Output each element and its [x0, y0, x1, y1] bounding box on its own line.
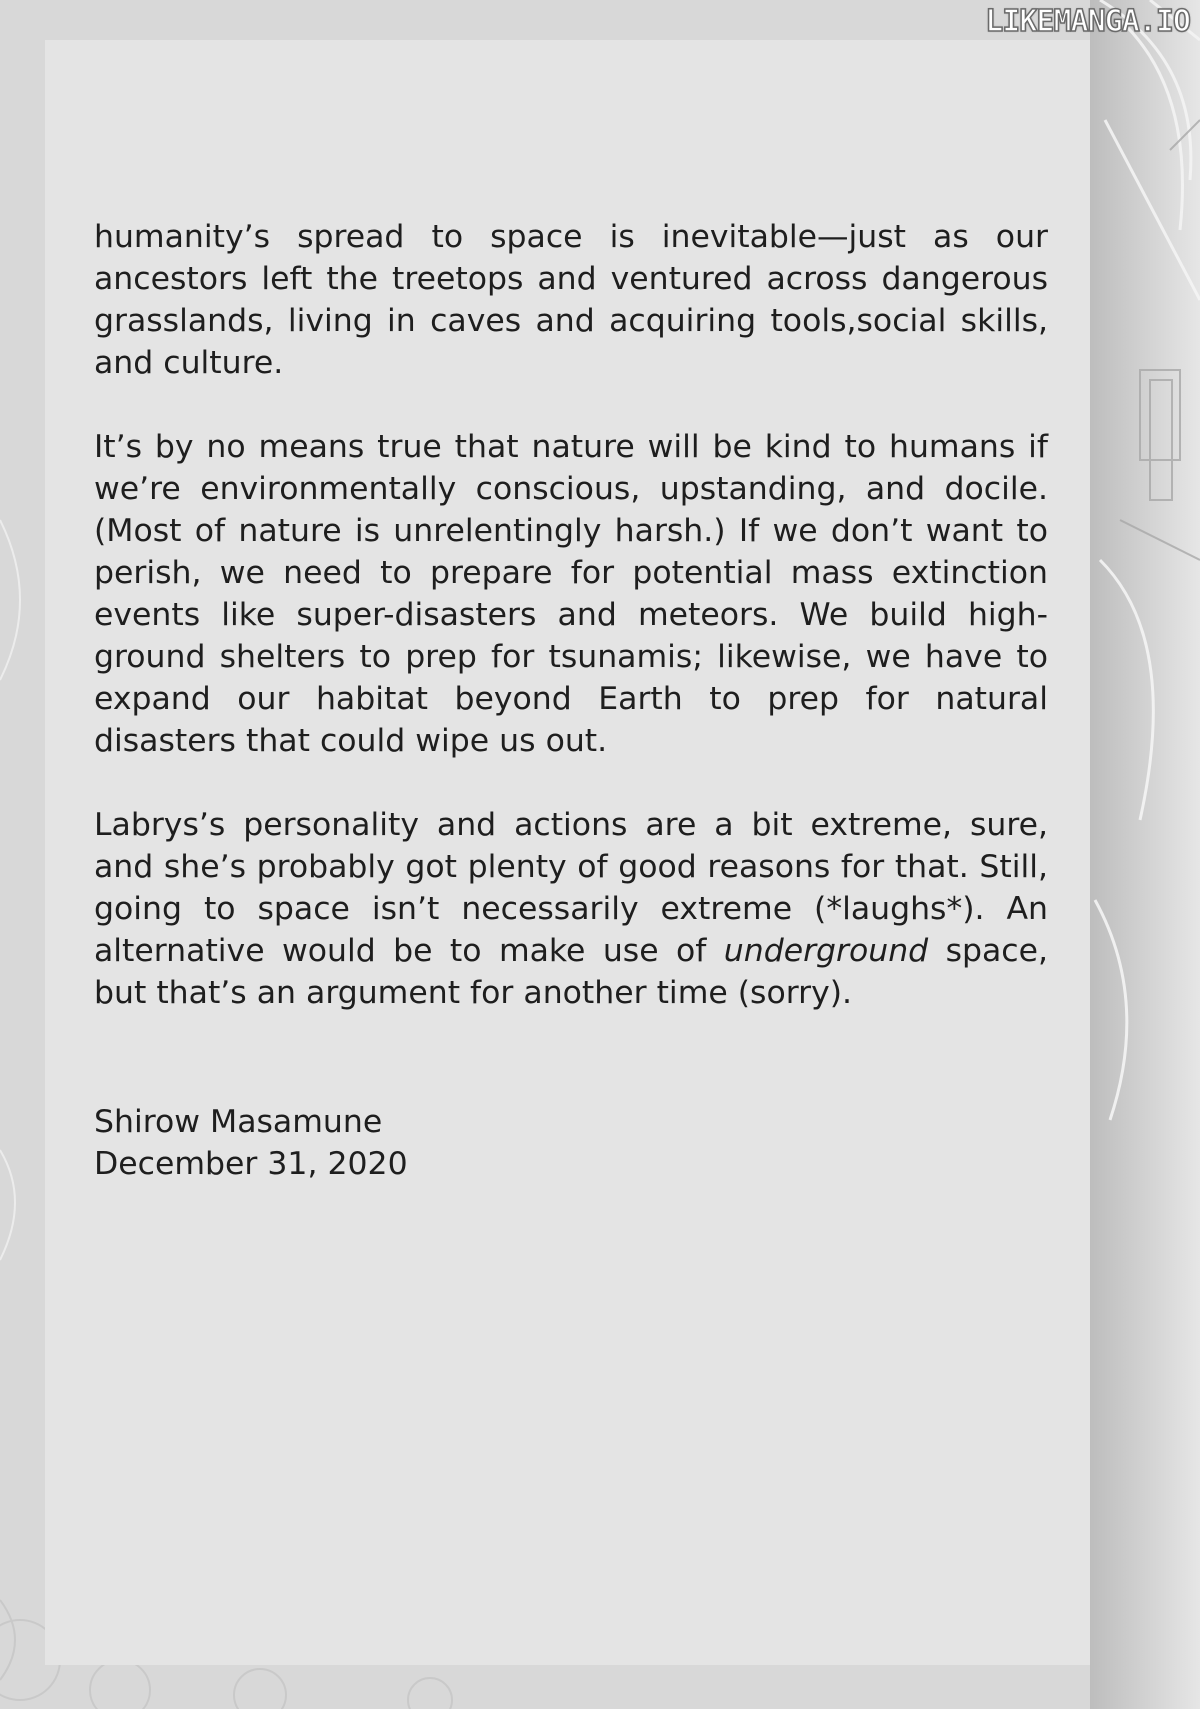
- author-name: Shirow Masamune: [94, 1104, 383, 1140]
- paragraph-3-italic: underground: [723, 933, 929, 969]
- afterword-body: [94, 216, 1048, 1014]
- paragraph-2: It’s by no means true that nature will be kind to humans if we’re environmentally conscious, upstanding, and docile. (Most of nature is unrelentingly harsh.) If we don’t want to perish, we need to prepare for potential mass extinction events like super-disasters and meteors. We build high-ground shelters to prep for tsunamis; likewise, we have to expand our habitat beyond Earth to prep for natural disasters that could wipe us out.: [94, 429, 1048, 759]
- watermark: LIKEMANGA.IO: [985, 4, 1190, 39]
- paragraph-3: [94, 804, 1048, 1014]
- paragraph-3-text-before: Labrys’s personality and actions are a bit extreme, sure, and she’s probably got plenty of good reasons for that. Still, going to space isn’t necessarily extreme (*laughs*). An alternative would be to make use of: [94, 807, 1048, 969]
- signature-block: [94, 1101, 408, 1185]
- signature-date: December 31, 2020: [94, 1146, 408, 1182]
- paragraph-1: humanity’s spread to space is inevitable—just as our ancestors left the treetops and ventured across dangerous grasslands, living in caves and acquiring tools,social skills, and culture.: [94, 219, 1048, 381]
- paragraph-3-text-after: space, but that’s an argument for another time (sorry).: [94, 933, 1048, 1011]
